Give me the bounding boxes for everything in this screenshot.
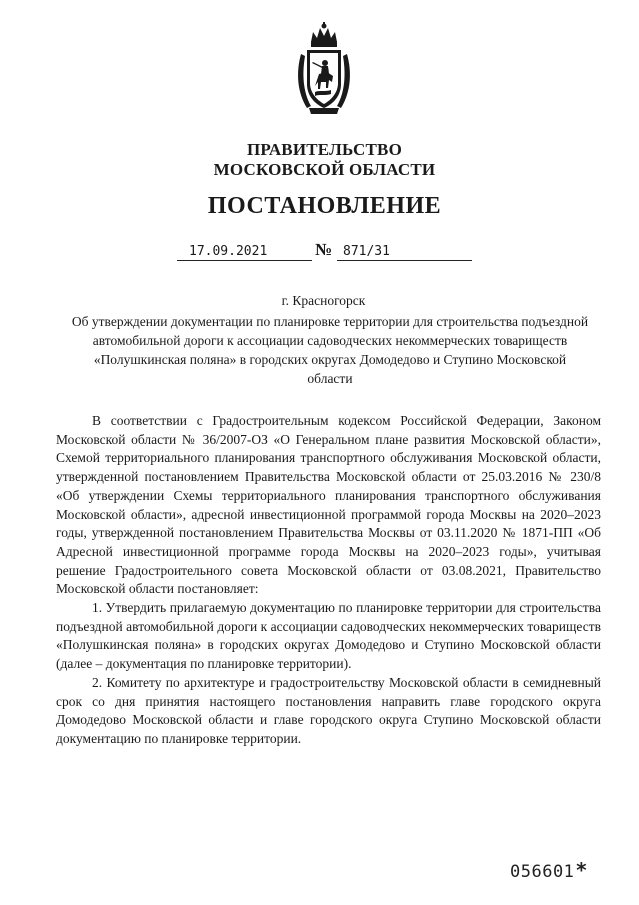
item-2-paragraph: 2. Комитету по архитектуре и градостроительству Московской области в семидневный срок со дня принятия настоящего постановления направить главе городского округа Домодедово Московской области и главе городского округа Ступино Московской области документацию по планировке территории. bbox=[56, 674, 601, 746]
serial-number bbox=[510, 858, 588, 882]
serial-digits: 056601 bbox=[510, 862, 575, 882]
document-subject: Об утверждении документации по планировке территории для строительства подъездной автомобильной дороги к ассоциации садоводческих некоммерческих товариществ «Полушкинская поляна» в городских округах Домодедово и Ступино Московской области bbox=[71, 314, 589, 386]
city-of-issue: г. Красногорск bbox=[281, 293, 366, 308]
government-title-line2: МОСКОВСКОЙ ОБЛАСТИ bbox=[213, 160, 436, 179]
document-date: 17.09.2021 bbox=[177, 242, 312, 261]
item-1-paragraph: 1. Утвердить прилагаемую документацию по планировке территории для строительства подъездной автомобильной дороги к ассоциации садоводческих некоммерческих товариществ «Полушкинская поляна» в городских округах Домодедово и Ступино Московской области (далее – документация по планировке территории). bbox=[56, 600, 601, 672]
preamble-paragraph: В соответствии с Градостроительным кодексом Российской Федерации, Законом Московской области № 36/2007-ОЗ «О Генеральном плане развития Московской области», Схемой территориального планирования транспортного обслуживания Московской области, утвержденной постановлением Правительства Московской области от 25.03.2016 № 230/8 «Об утверждении Схемы территориального планирования транспортного обслуживания Московской области», адресной инвестиционной программой города Москвы на 2020–2023 годы, утвержденной постановлением Правительства Москвы от 03.11.2020 № 1871-ПП «Об Адресной инвестиционной программе города Москвы на 2020–2023 годы», учитывая решение Градостроительного совета Московской области от 03.08.2021, Правительство Московской области постановляет: bbox=[56, 413, 601, 597]
document-body bbox=[56, 412, 601, 749]
date-number-row bbox=[0, 242, 639, 264]
document-type-title: ПОСТАНОВЛЕНИЕ bbox=[207, 193, 442, 219]
number-sign: № bbox=[315, 240, 333, 259]
moscow-oblast-coat-of-arms-icon bbox=[293, 22, 355, 117]
document-number: 871/31 bbox=[337, 242, 472, 261]
government-title-line1: ПРАВИТЕЛЬСТВО bbox=[247, 140, 402, 159]
serial-star-mark: * bbox=[575, 858, 588, 882]
